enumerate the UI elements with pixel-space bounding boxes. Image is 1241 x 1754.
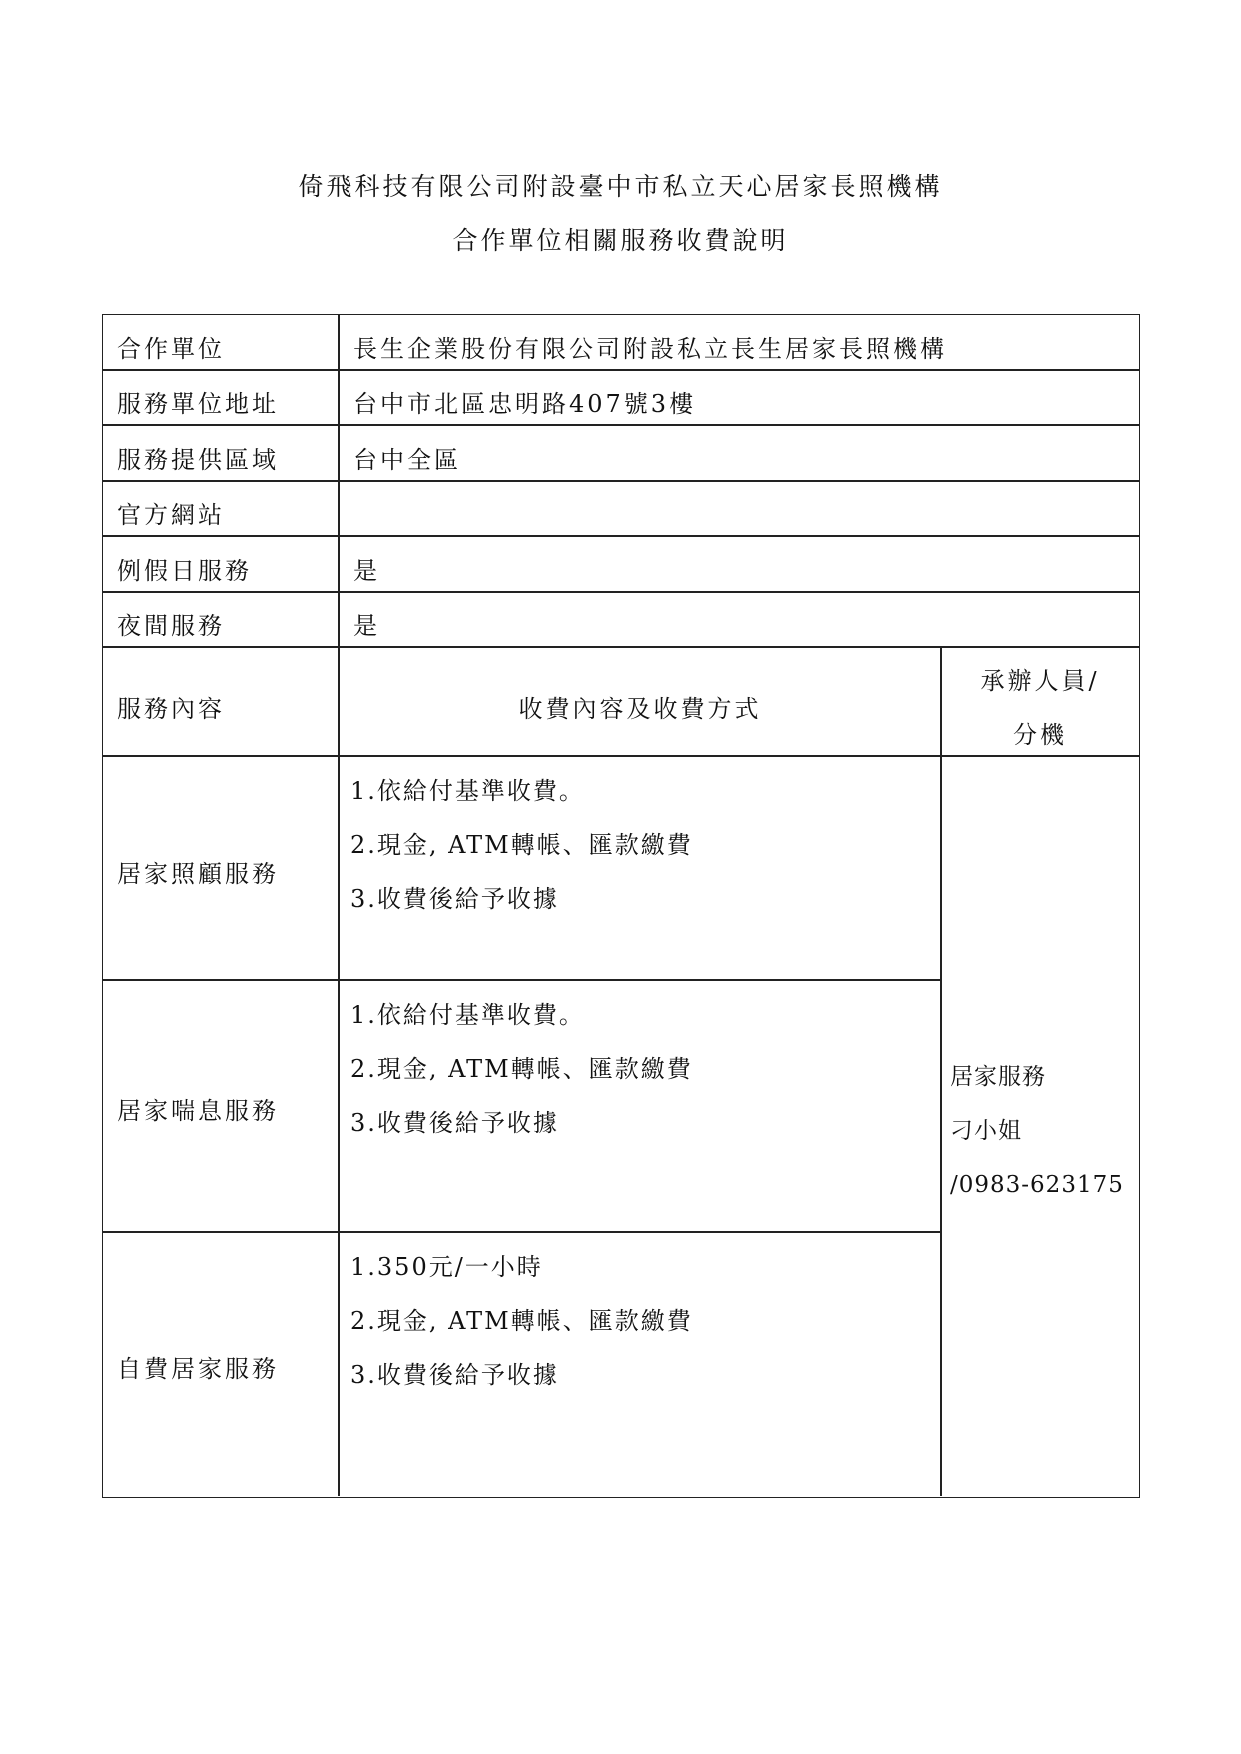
fee-line: 1.350元/一小時 (350, 1253, 543, 1281)
row-divider (103, 755, 1139, 757)
row-divider (103, 979, 941, 981)
value-service-area: 台中全區 (353, 446, 461, 474)
label-partner-unit: 合作單位 (117, 335, 225, 363)
label-address: 服務單位地址 (117, 390, 279, 418)
document-subtitle: 合作單位相關服務收費說明 (452, 226, 789, 255)
service-name: 居家照顧服務 (117, 860, 279, 888)
column-divider (338, 315, 340, 1496)
contact-department: 居家服務 (950, 1064, 1046, 1090)
fee-line: 1.依給付基準收費。 (350, 1001, 585, 1029)
service-fee-list (350, 1240, 693, 1402)
fee-line: 3.收費後給予收據 (350, 1361, 559, 1389)
row-divider (103, 535, 1139, 537)
row-divider (103, 1231, 941, 1233)
label-website: 官方網站 (117, 501, 225, 529)
contact-phone: /0983-623175 (950, 1172, 1124, 1198)
header-service-content: 服務內容 (117, 695, 225, 723)
fee-line: 1.依給付基準收費。 (350, 777, 585, 805)
header-fee-method: 收費內容及收費方式 (518, 695, 762, 723)
fee-line: 3.收費後給予收據 (350, 885, 559, 913)
document-title: 倚飛科技有限公司附設臺中市私立天心居家長照機構 (298, 172, 943, 201)
value-holiday-service: 是 (353, 557, 380, 585)
contact-person: 刁小姐 (950, 1118, 1022, 1144)
header-contact-line1: 承辦人員/ (980, 667, 1100, 695)
value-partner-unit: 長生企業股份有限公司附設私立長生居家長照機構 (353, 335, 947, 363)
fee-line: 3.收費後給予收據 (350, 1109, 559, 1137)
label-service-area: 服務提供區域 (117, 446, 279, 474)
label-holiday-service: 例假日服務 (117, 557, 252, 585)
label-night-service: 夜間服務 (117, 612, 225, 640)
column-divider (940, 646, 942, 1496)
service-name: 自費居家服務 (117, 1355, 279, 1383)
header-contact-line2: 分機 (1013, 721, 1067, 749)
row-divider (103, 424, 1139, 426)
row-divider (103, 591, 1139, 593)
contact-info (950, 1050, 1124, 1212)
value-night-service: 是 (353, 612, 380, 640)
row-divider (103, 646, 1139, 648)
row-divider (103, 480, 1139, 482)
fee-line: 2.現金, ATM轉帳、匯款繳費 (350, 1307, 693, 1335)
service-fee-list (350, 988, 693, 1150)
service-name: 居家喘息服務 (117, 1097, 279, 1125)
fee-line: 2.現金, ATM轉帳、匯款繳費 (350, 831, 693, 859)
fee-line: 2.現金, ATM轉帳、匯款繳費 (350, 1055, 693, 1083)
value-address: 台中市北區忠明路407號3樓 (353, 390, 697, 418)
row-divider (103, 369, 1139, 371)
service-fee-list (350, 764, 693, 926)
